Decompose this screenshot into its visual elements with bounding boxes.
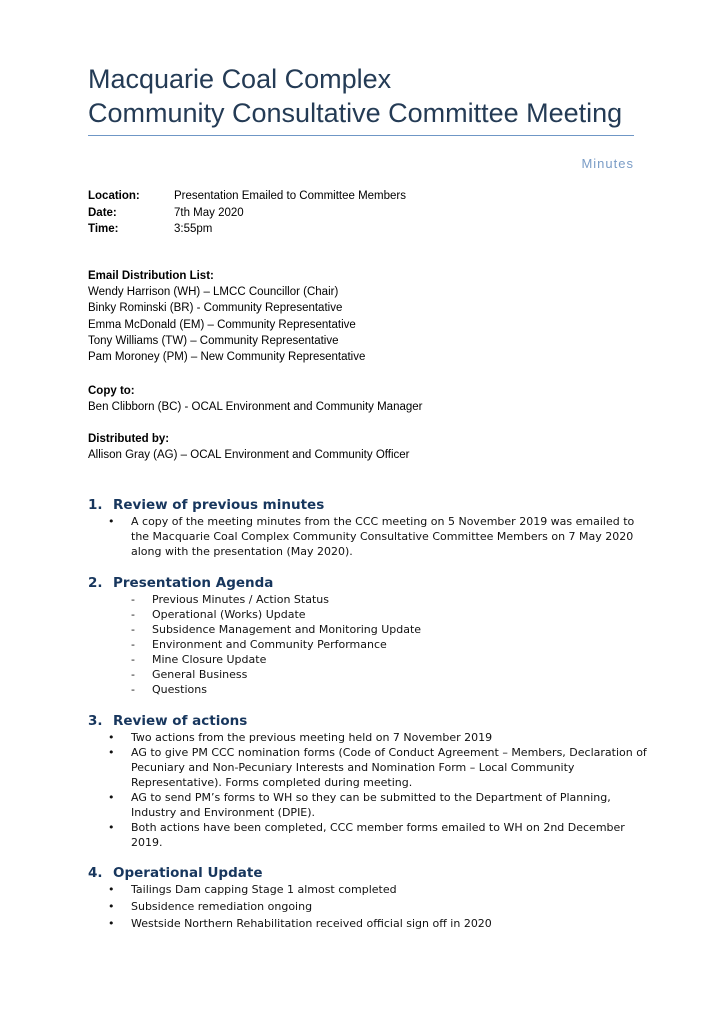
section-heading bbox=[88, 712, 648, 730]
list-item: - Questions bbox=[88, 682, 648, 697]
section-heading bbox=[88, 864, 648, 882]
list-item: • Tailings Dam capping Stage 1 almost completed bbox=[88, 882, 648, 897]
section-title: Presentation Agenda bbox=[113, 575, 274, 591]
list-item: • AG to give PM CCC nomination forms (Code of Conduct Agreement – Members, Declaration of Pecuniary and Non-Pecuniary Interests and Nomination Form – Local Community Representative). Forms completed during meeting. bbox=[88, 745, 648, 790]
list-item: - Subsidence Management and Monitoring Update bbox=[88, 622, 648, 637]
section-review-of-actions bbox=[88, 712, 648, 850]
distribution-list bbox=[88, 268, 365, 365]
agenda-list bbox=[88, 592, 648, 697]
list-item: • Two actions from the previous meeting held on 7 November 2019 bbox=[88, 730, 648, 745]
section-number: 3. bbox=[88, 713, 103, 729]
section-number: 4. bbox=[88, 865, 103, 881]
title-line-1: Macquarie Coal Complex bbox=[88, 64, 392, 94]
bullet-list bbox=[88, 882, 648, 931]
section-number: 1. bbox=[88, 497, 103, 513]
section-operational-update bbox=[88, 864, 648, 933]
distributed-by-block bbox=[88, 431, 409, 463]
location-value: Presentation Emailed to Committee Members bbox=[174, 190, 407, 202]
bullet-list bbox=[88, 514, 648, 559]
distributed-by-value: Allison Gray (AG) – OCAL Environment and Community Officer bbox=[88, 449, 410, 462]
list-item: - Operational (Works) Update bbox=[88, 607, 648, 622]
document-subtitle: Minutes bbox=[581, 156, 634, 171]
date-value: 7th May 2020 bbox=[174, 206, 244, 219]
section-title: Review of previous minutes bbox=[113, 497, 325, 513]
location-label: Location: bbox=[88, 190, 140, 202]
distribution-person: Emma McDonald (EM) – Community Representative bbox=[88, 318, 356, 331]
date-row bbox=[88, 205, 406, 222]
distribution-person: Binky Rominski (BR) - Community Representative bbox=[88, 302, 343, 315]
title-line-2: Community Consultative Committee Meeting bbox=[88, 98, 623, 128]
meeting-details bbox=[88, 188, 406, 238]
section-review-previous-minutes bbox=[88, 496, 648, 559]
list-item: - General Business bbox=[88, 667, 648, 682]
list-item: - Mine Closure Update bbox=[88, 652, 648, 667]
section-heading bbox=[88, 496, 648, 514]
time-label: Time: bbox=[88, 223, 119, 235]
list-item: • Both actions have been completed, CCC member forms emailed to WH on 2nd December 2019. bbox=[88, 820, 648, 850]
time-row bbox=[88, 221, 406, 238]
section-heading bbox=[88, 574, 648, 592]
date-label: Date: bbox=[88, 206, 117, 219]
list-item: • AG to send PM’s forms to WH so they can be submitted to the Department of Planning, Industry and Environment (DPIE). bbox=[88, 790, 648, 820]
distributed-by-heading: Distributed by: bbox=[88, 433, 170, 445]
list-item: • Westside Northern Rehabilitation received official sign off in 2020 bbox=[88, 916, 648, 931]
location-row bbox=[88, 188, 406, 205]
list-item: • Subsidence remediation ongoing bbox=[88, 899, 648, 914]
copy-to-heading: Copy to: bbox=[88, 385, 135, 397]
distribution-heading: Email Distribution List: bbox=[88, 270, 214, 282]
list-item: - Previous Minutes / Action Status bbox=[88, 592, 648, 607]
list-item: • A copy of the meeting minutes from the CCC meeting on 5 November 2019 was emailed to the Macquarie Coal Complex Community Consultative Committee Members on 7 May 2020 along with the presentation (May 2020). bbox=[88, 514, 648, 559]
distribution-person: Pam Moroney (PM) – New Community Representative bbox=[88, 351, 366, 364]
section-title: Review of actions bbox=[113, 713, 248, 729]
list-item: - Environment and Community Performance bbox=[88, 637, 648, 652]
section-number: 2. bbox=[88, 575, 103, 591]
bullet-list bbox=[88, 730, 648, 850]
distribution-person: Wendy Harrison (WH) – LMCC Councillor (Chair) bbox=[88, 286, 339, 299]
time-value: 3:55pm bbox=[174, 223, 213, 235]
document-title bbox=[88, 62, 648, 130]
title-divider bbox=[88, 135, 634, 136]
section-presentation-agenda bbox=[88, 574, 648, 697]
section-title: Operational Update bbox=[113, 865, 263, 881]
copy-to-block bbox=[88, 383, 423, 415]
copy-to-value: Ben Clibborn (BC) - OCAL Environment and Community Manager bbox=[88, 401, 423, 414]
distribution-person: Tony Williams (TW) – Community Representative bbox=[88, 334, 339, 347]
